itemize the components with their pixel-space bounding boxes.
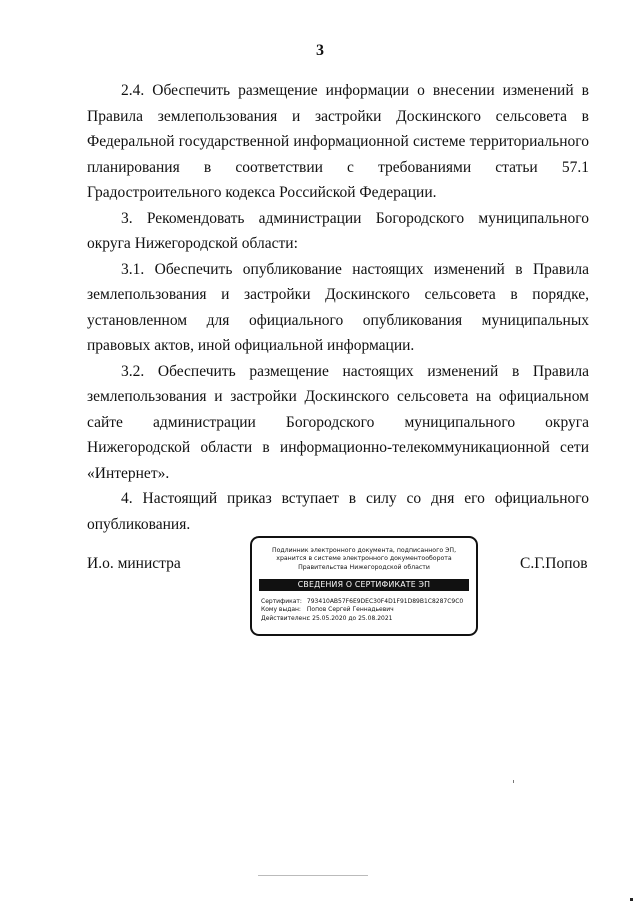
paragraph-4: 4. Настоящий приказ вступает в силу со дня его официального опубликования. [87,490,589,533]
stamp-cert-row [261,598,468,606]
valid-value: с 25.05.2020 до 25.08.2021 [306,614,393,622]
stamp-details [261,598,468,623]
stamp-line-3: Правительства Нижегородской области [298,563,430,571]
stamp-issued-row [261,606,468,614]
stamp-line-2: хранится в системе электронного документооборота [276,555,452,563]
signatory-title: И.о. министра [87,555,181,572]
paragraph-3: 3. Рекомендовать администрации Богородского муниципального округа Нижегородской области: [87,209,589,252]
cert-label: Сертификат: [261,598,302,606]
stamp-certificate-band: СВЕДЕНИЯ О СЕРТИФИКАТЕ ЭП [259,579,469,591]
document-body [87,78,589,537]
paragraph-2-4: 2.4. Обеспечить размещение информации о внесении изменений в Правила землепользования и застройки Доскинского сельсовета в Федеральной государственной информационной системе территориального планирования в соответствии с требованиями статьи 57.1 Градостроительного кодекса Российской Федерации. [87,82,589,201]
footer-rule [258,875,368,876]
stamp-line-1: Подлинник электронного документа, подписанного ЭП, [271,547,457,554]
issued-label: Кому выдан: [261,606,301,614]
signatory-name: С.Г.Попов [520,555,588,572]
stamp-valid-row [261,615,468,623]
paragraph-3-2: 3.2. Обеспечить размещение настоящих изменений в Правила землепользования и застройки Доскинского сельсовета на официальном сайте администрации Богородского муниципального округа Нижегородской области в информационно-телекоммуникационной сети «Интернет». [87,362,589,482]
scan-mark [513,780,514,783]
paragraph-3-1: 3.1. Обеспечить опубликование настоящих изменений в Правила землепользования и застройки Доскинского сельсовета в порядке, установленном для официального опубликования муниципальных правовых актов, иной официальной информации. [87,260,589,354]
page-number: 3 [316,42,324,59]
corner-dot [630,898,633,901]
e-signature-stamp [250,536,478,636]
valid-label: Действителен: [261,614,309,622]
stamp-header [252,547,476,572]
cert-value: 793410AB57F6E9DEC30F4D1F91D89B1C8287C9C0 [306,598,464,606]
issued-value: Попов Сергей Геннадьевич [306,606,394,614]
